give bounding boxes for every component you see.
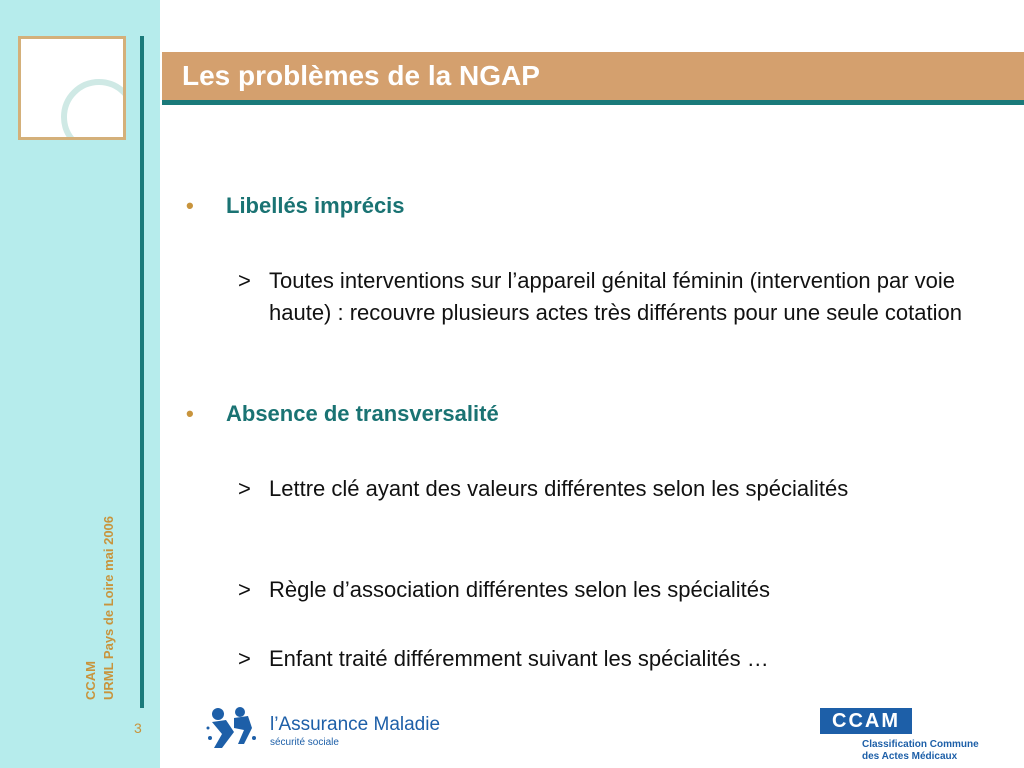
sidebar	[0, 0, 160, 768]
sub-marker-icon: >	[238, 476, 251, 501]
bullet-dot-icon: •	[186, 193, 194, 218]
vertical-divider	[140, 36, 144, 708]
bullet-label: Libellés imprécis	[226, 193, 405, 218]
sub-marker-icon: >	[238, 646, 251, 671]
assurance-maladie-logo	[204, 704, 441, 752]
sub-point	[238, 265, 978, 329]
sub-marker-icon: >	[238, 577, 251, 602]
sub-point-text: Enfant traité différemment suivant les spécialités …	[269, 646, 769, 671]
sub-point-text: Règle d’association différentes selon les spécialités	[269, 577, 770, 602]
ccam-logo	[820, 708, 1000, 764]
title-bar	[162, 52, 1024, 105]
ccam-tagline-1: Classification Commune	[862, 739, 979, 750]
assurance-maladie-subtitle: sécurité sociale	[270, 737, 339, 748]
ccam-badge: CCAM	[820, 708, 912, 734]
sub-point-text: Toutes interventions sur l’appareil génital féminin (intervention par voie haute) : recouvre plusieurs actes très différents pour une seule cotation	[269, 268, 962, 325]
bullet-dot-icon: •	[186, 401, 194, 426]
assurance-maladie-title: l’Assurance Maladie	[270, 714, 441, 735]
footer-line-ccam: CCAM	[83, 661, 98, 700]
decorative-circle-icon	[61, 79, 126, 140]
assurance-maladie-emblem-icon	[204, 704, 264, 752]
decorative-square	[18, 36, 126, 140]
footer-vertical-text	[82, 460, 130, 700]
sub-point	[238, 574, 978, 606]
sub-point	[238, 643, 978, 675]
footer-line-urml: URML Pays de Loire mai 2006	[101, 515, 116, 700]
sub-point-text: Lettre clé ayant des valeurs différentes selon les spécialités	[269, 476, 849, 501]
slide-number: 3	[134, 720, 142, 736]
sub-point	[238, 473, 878, 505]
ccam-tagline-2: des Actes Médicaux	[862, 751, 958, 762]
sub-marker-icon: >	[238, 268, 251, 293]
slide-title: Les problèmes de la NGAP	[182, 60, 540, 91]
bullet-label: Absence de transversalité	[226, 401, 499, 426]
